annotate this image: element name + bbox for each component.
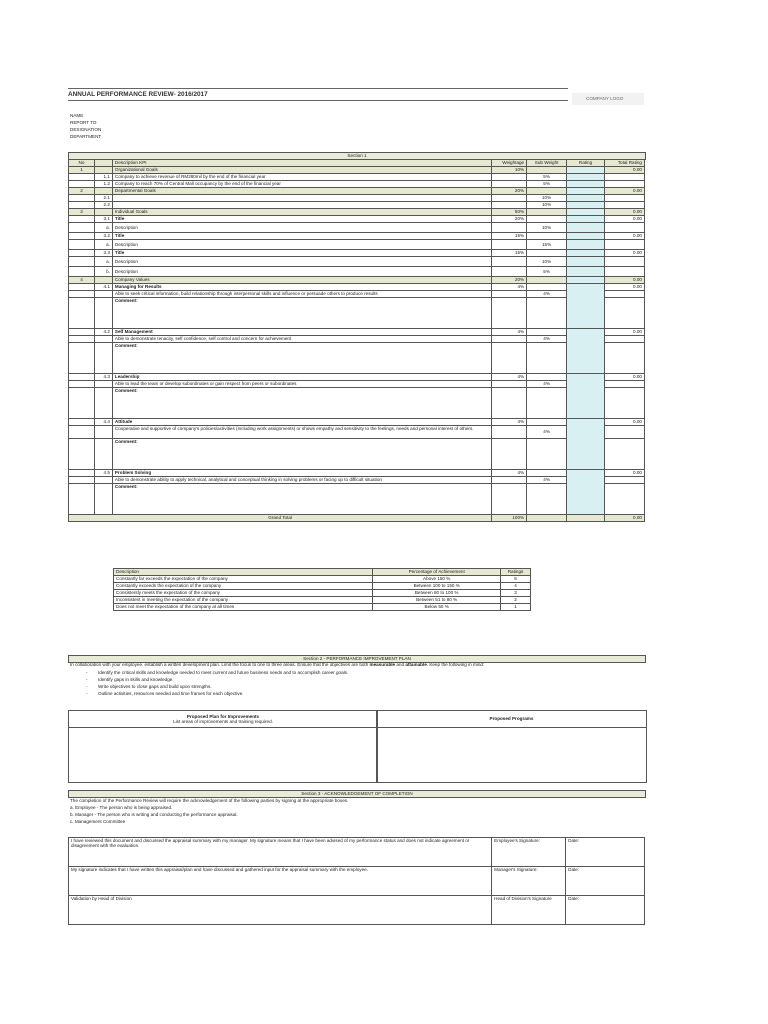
kpi-rating-cell[interactable] [567, 240, 605, 250]
value-description: Able to demonstrate tenacity, self confidence, self control and concern for achievement [112, 336, 491, 343]
kpi-description: Individual Goals [112, 209, 491, 216]
value-rating-cell[interactable] [567, 470, 605, 515]
kpi-total-rating [605, 240, 645, 250]
kpi-sub-weight [527, 188, 567, 195]
kpi-sub-weight: 10% [527, 223, 567, 233]
kpi-no: 4 [69, 277, 95, 284]
kpi-rating-cell[interactable] [567, 257, 605, 267]
value-weightage: 4% [492, 284, 527, 291]
kpi-description: Description [112, 240, 491, 250]
kpi-total-rating [605, 223, 645, 233]
value-title: Self Management [112, 329, 491, 336]
kpi-row [69, 209, 645, 216]
kpi-sub-weight: 10% [527, 195, 567, 202]
kpi-rating-cell[interactable] [567, 188, 605, 195]
bullet-item [86, 670, 626, 677]
bullet-text: Identify the critical skills and knowledge needed to meet current and future business needs and to accomplish career goals. [98, 670, 349, 675]
value-comment-row [69, 484, 645, 515]
kpi-total-rating [605, 202, 645, 209]
kpi-rating-cell[interactable] [567, 195, 605, 202]
date-field[interactable]: Date: [566, 838, 645, 867]
value-no: 4.5 [94, 470, 112, 477]
scale-row [114, 583, 531, 590]
col-rating: Rating [567, 160, 605, 167]
value-comment-label[interactable]: Comment: [112, 343, 491, 374]
value-comment-label[interactable]: Comment: [112, 298, 491, 329]
kpi-sub-weight: 5% [527, 267, 567, 277]
bullet-text: Identify gaps in skills and knowledge. [98, 677, 174, 682]
value-description: Able to lead the team or develop subordinates or gain respect from peers or subordinates [112, 381, 491, 388]
kpi-sub-no: 3.3 [94, 250, 112, 257]
bullet-dash-icon: - [86, 670, 88, 675]
value-total-rating: 0.00 [605, 470, 645, 477]
scale-cell: 3 [501, 590, 531, 597]
kpi-row [69, 250, 645, 257]
scale-header: Percentage of Achievement [373, 569, 501, 576]
signature-statement: Validation by Head of Division [69, 896, 492, 925]
value-rating-cell[interactable] [567, 419, 605, 470]
kpi-sub-weight [527, 167, 567, 174]
kpi-weightage: 20% [492, 216, 527, 223]
plan-subtitle: List areas of improvements and training required. [173, 719, 273, 725]
kpi-row [69, 195, 645, 202]
col-desc: Description KPI [112, 160, 491, 167]
bullet-item [86, 691, 626, 698]
kpi-description: Title [112, 250, 491, 257]
value-total-rating: 0.00 [605, 374, 645, 381]
value-rating-cell[interactable] [567, 374, 605, 419]
value-desc-row [69, 336, 645, 343]
value-total-rating: 0.00 [605, 284, 645, 291]
kpi-rating-cell[interactable] [567, 233, 605, 240]
programs-title: Proposed Programs [489, 716, 534, 721]
value-title-row [69, 329, 645, 336]
value-title: Managing for Results [112, 284, 491, 291]
proposed-programs-box[interactable] [376, 710, 647, 783]
scale-cell: Between 80 to 100 % [373, 590, 501, 597]
kpi-rating-cell[interactable] [567, 181, 605, 188]
kpi-sub-weight: 15% [527, 240, 567, 250]
kpi-sub-no [94, 209, 112, 216]
kpi-description: Title [112, 233, 491, 240]
value-rating-cell[interactable] [567, 284, 605, 329]
info-label: REPORT TO [70, 120, 97, 125]
kpi-description: Title [112, 216, 491, 223]
section-2-title: Section 2 - PERFORMANCE IMPROVEMENT PLAN [303, 656, 411, 661]
value-sub-weight: 4% [527, 426, 567, 439]
signature-row [69, 896, 645, 925]
kpi-total-rating: 0.00 [605, 277, 645, 284]
kpi-total-rating: 0.00 [605, 167, 645, 174]
signature-statement: My signature indicates that I have written this appraisal/plan and have discussed and gathered input for the appraisal summary with the employee. [69, 867, 492, 896]
kpi-description: Description [112, 257, 491, 267]
kpi-rating-cell[interactable] [567, 209, 605, 216]
scale-cell: 5 [501, 576, 531, 583]
kpi-weightage: 50% [492, 209, 527, 216]
scale-cell: 4 [501, 583, 531, 590]
scale-cell: 1 [501, 604, 531, 611]
kpi-rating-cell[interactable] [567, 223, 605, 233]
kpi-row [69, 174, 645, 181]
value-total-rating: 0.00 [605, 329, 645, 336]
kpi-sub-no [94, 277, 112, 284]
value-comment-label[interactable]: Comment: [112, 388, 491, 419]
kpi-sub-no: 2.1 [94, 195, 112, 202]
kpi-row [69, 240, 645, 250]
value-comment-row [69, 298, 645, 329]
scale-row [114, 590, 531, 597]
value-desc-row [69, 426, 645, 439]
kpi-row [69, 202, 645, 209]
bullet-text: Write objectives to close gaps and build upon strengths. [98, 684, 212, 689]
col-weight: Weightage [492, 160, 527, 167]
kpi-sub-weight: 10% [527, 257, 567, 267]
kpi-rating-cell[interactable] [567, 277, 605, 284]
scale-cell: Between 51 to 80 % [373, 597, 501, 604]
ack-line: b. Manager - The person who is writing and conducting the performance appraisal. [70, 812, 238, 817]
scale-header-row [114, 569, 531, 576]
kpi-row [69, 233, 645, 240]
scale-cell: Above 150 % [373, 576, 501, 583]
date-field[interactable]: Date: [566, 896, 645, 925]
value-comment-row [69, 439, 645, 470]
kpi-rating-cell[interactable] [567, 202, 605, 209]
section-2-bullets [86, 670, 626, 698]
kpi-description: Description [112, 267, 491, 277]
kpi-sub-no: 1.1 [94, 174, 112, 181]
signature-field[interactable]: Head of Division's Signature [492, 896, 566, 925]
kpi-description: Company to reach 70% of Central Mall occupancy by the end of the financial year [112, 181, 491, 188]
section-2-intro: In collaboration with your employee, establish a written development plan. Limit the focus to one to three areas. Ensure that the objectives are both measurable and attainable. Keep the following in mind: [70, 662, 485, 667]
kpi-sub-no: 3.2 [94, 233, 112, 240]
kpi-no [69, 257, 95, 267]
scale-cell: Inconsistent in meeting the expectation of the company [114, 597, 373, 604]
value-description: Able to seek critical information, build relationship through interpersonal skills and influence or persuade others to produce results [112, 291, 491, 298]
col-total: Total Rating [605, 160, 645, 167]
kpi-total-rating [605, 181, 645, 188]
kpi-sub-no: 3.1 [94, 216, 112, 223]
kpi-weightage [492, 195, 527, 202]
kpi-total-rating: 0.00 [605, 216, 645, 223]
signature-table [68, 837, 645, 925]
grand-total-label: Grand Total [69, 515, 492, 522]
kpi-sub-no: a. [94, 240, 112, 250]
scale-row [114, 576, 531, 583]
kpi-row [69, 181, 645, 188]
kpi-weightage [492, 174, 527, 181]
kpi-total-rating [605, 174, 645, 181]
kpi-no [69, 181, 95, 188]
scale-cell: Between 100 to 150 % [373, 583, 501, 590]
ack-line: The completion of the Performance Review will require the acknowledgement of the following parties by signing at the appropriate boxes. [70, 798, 349, 803]
scale-cell: Constantly exceeds the expectation of the company [114, 583, 373, 590]
value-description: Able to demonstrate ability to apply technical, analytical and conceptual thinking in solving problems or facing up to difficult situation [112, 477, 491, 484]
signature-statement: I have reviewed this document and discussed the appraisal summary with my manager. My signature means that I have been advised of my performance status and does not indicate agreement or disagreement with the evaluation. [69, 838, 492, 867]
kpi-sub-no: 2.2 [94, 202, 112, 209]
kpi-description: Departmental Goals [112, 188, 491, 195]
kpi-table [68, 159, 645, 522]
company-logo-box [572, 93, 644, 105]
value-no: 4.4 [94, 419, 112, 426]
acknowledgement-text [70, 798, 644, 826]
value-comment-label[interactable]: Comment: [112, 439, 491, 470]
kpi-row [69, 167, 645, 174]
ack-line: c. Management Committee [70, 819, 126, 824]
kpi-row [69, 257, 645, 267]
kpi-no: 1 [69, 167, 95, 174]
kpi-no [69, 174, 95, 181]
value-desc-row [69, 291, 645, 298]
kpi-sub-weight [527, 216, 567, 223]
kpi-total-rating [605, 267, 645, 277]
company-logo-label: COMPANY LOGO [586, 96, 624, 101]
col-no: No [69, 160, 95, 167]
kpi-no [69, 267, 95, 277]
kpi-weightage: 15% [492, 250, 527, 257]
kpi-total-rating [605, 195, 645, 202]
col-sub-weight: Sub Weight [527, 160, 567, 167]
kpi-rating-cell[interactable] [567, 216, 605, 223]
value-sub-weight: 4% [527, 336, 567, 343]
signature-field[interactable]: Manager's Signature: [492, 867, 566, 896]
value-title: Leadership [112, 374, 491, 381]
page-title: ANNUAL PERFORMANCE REVIEW- 2016/2017 [68, 91, 208, 98]
value-title-row [69, 419, 645, 426]
value-weightage: 4% [492, 329, 527, 336]
signature-field[interactable]: Employee's Signature: [492, 838, 566, 867]
kpi-total-rating: 0.00 [605, 250, 645, 257]
value-weightage: 4% [492, 374, 527, 381]
kpi-weightage [492, 257, 527, 267]
kpi-total-rating: 0.00 [605, 188, 645, 195]
value-desc-row [69, 381, 645, 388]
kpi-rating-cell[interactable] [567, 267, 605, 277]
value-comment-row [69, 388, 645, 419]
value-title-row [69, 374, 645, 381]
value-desc-row [69, 477, 645, 484]
kpi-description [112, 195, 491, 202]
scale-cell: Consistently meets the expectation of the company [114, 590, 373, 597]
bullet-item [86, 677, 626, 684]
kpi-weightage [492, 267, 527, 277]
plan-title: Proposed Plan for Improvements [186, 714, 260, 719]
kpi-weightage [492, 202, 527, 209]
kpi-row [69, 277, 645, 284]
kpi-weightage [492, 181, 527, 188]
value-weightage: 4% [492, 419, 527, 426]
kpi-sub-weight: 5% [527, 181, 567, 188]
bullet-dash-icon: - [86, 677, 88, 682]
section-3-title: Section 3 - ACKNOWLEDGEMENT OF COMPLETION [301, 791, 413, 796]
value-title: Attitude [112, 419, 491, 426]
kpi-rating-cell[interactable] [567, 174, 605, 181]
kpi-sub-no [94, 188, 112, 195]
kpi-total-rating: 0.00 [605, 233, 645, 240]
kpi-weightage [492, 240, 527, 250]
value-comment-label[interactable]: Comment: [112, 484, 491, 515]
rating-scale-table [113, 568, 531, 611]
kpi-description: Company to achieve revenue of RM280mil by the end of the financial year [112, 174, 491, 181]
page-header [68, 88, 568, 101]
kpi-weightage [492, 223, 527, 233]
grand-total-row [69, 515, 645, 522]
section-3-header [68, 790, 646, 798]
value-comment-row [69, 343, 645, 374]
value-total-rating: 0.00 [605, 419, 645, 426]
kpi-no [69, 202, 95, 209]
kpi-no: 2 [69, 188, 95, 195]
grand-total-weight: 100% [492, 515, 527, 522]
scale-cell: 2 [501, 597, 531, 604]
kpi-weightage: 20% [492, 277, 527, 284]
kpi-sub-weight [527, 233, 567, 240]
value-sub-weight: 4% [527, 381, 567, 388]
value-no: 4.3 [94, 374, 112, 381]
value-rating-cell[interactable] [567, 329, 605, 374]
kpi-no: 3 [69, 209, 95, 216]
kpi-no [69, 223, 95, 233]
kpi-weightage: 20% [492, 188, 527, 195]
value-no: 4.1 [94, 284, 112, 291]
date-field[interactable]: Date: [566, 867, 645, 896]
value-title: Problem Solving [112, 470, 491, 477]
kpi-rating-cell[interactable] [567, 250, 605, 257]
value-title-row [69, 470, 645, 477]
kpi-row [69, 223, 645, 233]
kpi-total-rating: 0.00 [605, 209, 645, 216]
kpi-description: Organizational Goals [112, 167, 491, 174]
kpi-no [69, 216, 95, 223]
kpi-no [69, 240, 95, 250]
bullet-dash-icon: - [86, 684, 88, 689]
kpi-sub-weight: 5% [527, 174, 567, 181]
value-description: Cooperative and supportive of company's policies/activities (including work assignments) or shows empathy and sensitivity to the feelings, needs and personal interest of others. [112, 426, 491, 439]
signature-row [69, 838, 645, 867]
bullet-text: Outline activities, resources needed and time frames for each objective. [98, 691, 244, 696]
value-sub-weight: 4% [527, 477, 567, 484]
kpi-no [69, 250, 95, 257]
kpi-sub-weight [527, 277, 567, 284]
value-no: 4.2 [94, 329, 112, 336]
info-label: NAME [70, 113, 84, 118]
scale-header: Description [114, 569, 373, 576]
kpi-sub-weight [527, 250, 567, 257]
kpi-sub-weight: 10% [527, 202, 567, 209]
kpi-no [69, 233, 95, 240]
kpi-sub-no: a. [94, 257, 112, 267]
value-title-row [69, 284, 645, 291]
kpi-rating-cell[interactable] [567, 167, 605, 174]
grand-total-rating: 0.00 [605, 515, 645, 522]
value-sub-weight: 4% [527, 291, 567, 298]
kpi-description: Description [112, 223, 491, 233]
section-1-title: Section 1 [347, 153, 367, 158]
scale-cell: Constantly far exceeds the expectation of the company [114, 576, 373, 583]
info-label: DESIGNATION [70, 127, 102, 132]
kpi-sub-no: a. [94, 223, 112, 233]
kpi-row [69, 188, 645, 195]
kpi-sub-no: 1.2 [94, 181, 112, 188]
scale-row [114, 604, 531, 611]
scale-cell: Does not meet the expectation of the company at all times [114, 604, 373, 611]
kpi-header-row [69, 160, 645, 167]
employee-info [70, 113, 101, 141]
kpi-weightage: 15% [492, 233, 527, 240]
kpi-sub-weight [527, 209, 567, 216]
improvement-plan-box[interactable] [68, 710, 378, 783]
kpi-sub-no [94, 167, 112, 174]
value-weightage: 4% [492, 470, 527, 477]
kpi-no [69, 195, 95, 202]
scale-row [114, 597, 531, 604]
signature-row [69, 867, 645, 896]
kpi-row [69, 216, 645, 223]
ack-line: a. Employee - The person who is being appraised. [70, 805, 173, 810]
kpi-sub-no: b. [94, 267, 112, 277]
kpi-total-rating [605, 257, 645, 267]
bullet-dash-icon: - [86, 691, 88, 696]
kpi-description: Company Values [112, 277, 491, 284]
scale-header: Ratings [501, 569, 531, 576]
kpi-description [112, 202, 491, 209]
info-label: DEPARTMENT [70, 134, 102, 139]
scale-cell: Below 50 % [373, 604, 501, 611]
kpi-weightage: 10% [492, 167, 527, 174]
kpi-row [69, 267, 645, 277]
bullet-item [86, 684, 626, 691]
